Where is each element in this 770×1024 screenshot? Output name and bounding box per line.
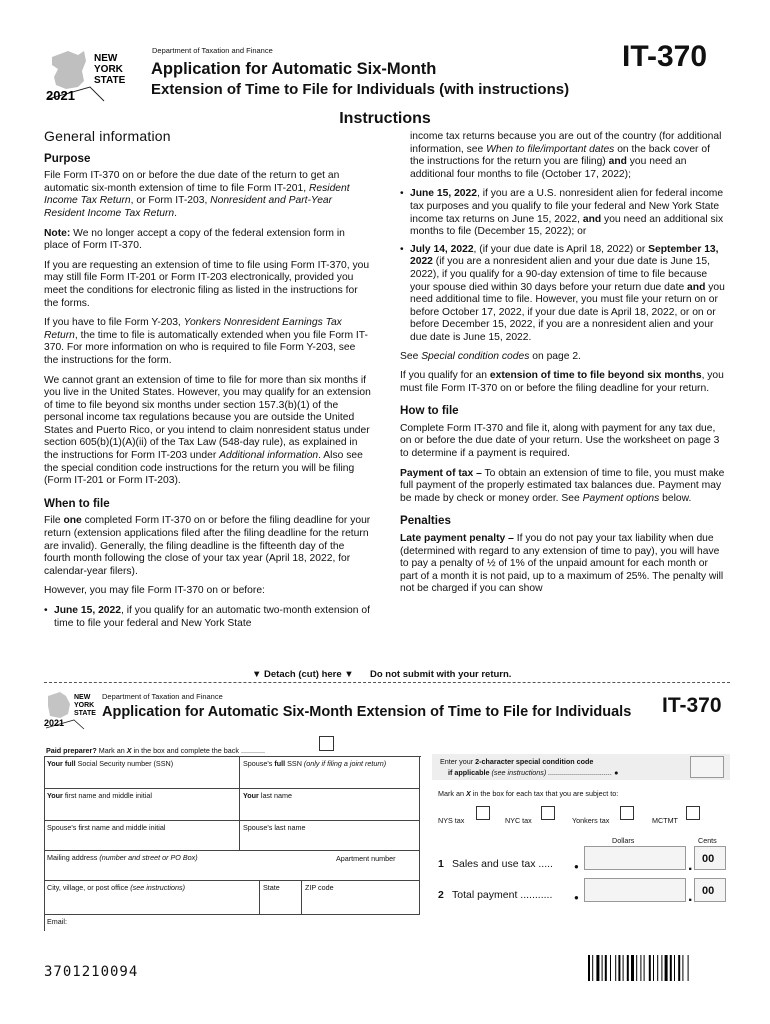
scan-line-number: 3701210094: [44, 964, 139, 980]
your-ssn-field[interactable]: Your full Social Security number (SSN): [44, 757, 240, 789]
header-year: 2021: [46, 88, 75, 103]
form-year: 2021: [44, 718, 65, 728]
state-field[interactable]: State: [260, 881, 302, 915]
line2-decimal: .: [688, 888, 693, 905]
header-form-number: IT-370: [622, 40, 708, 73]
state-name-line-2: YORK: [94, 64, 123, 75]
dollars-header: Dollars: [612, 836, 635, 845]
spouse-first-name-field[interactable]: Spouse's first name and middle initial: [44, 821, 240, 851]
do-not-submit-note: Do not submit with your return.: [370, 669, 512, 680]
state-name-line-3: STATE: [94, 75, 126, 86]
line2-number: 2: [438, 889, 444, 901]
line1-dollars-input[interactable]: [584, 846, 686, 870]
beyond-six-months-paragraph: If you qualify for an extension of time to file beyond six months, you must file Form IT-370 on or before the filing deadline for your return.: [400, 370, 724, 394]
note-paragraph: Note: We no longer accept a copy of the federal extension form in place of Form IT-370.: [44, 227, 345, 252]
small-state-name-3: STATE: [74, 710, 96, 717]
barcode-icon: [588, 955, 728, 981]
nys-tax-checkbox[interactable]: [476, 806, 490, 820]
cents-header: Cents: [698, 836, 717, 845]
city-field[interactable]: City, village, or post office (see instructions): [44, 881, 260, 915]
nys-logo-small: [44, 690, 100, 730]
nys-logo: [44, 47, 136, 103]
however-paragraph: However, you may file Form IT-370 on or before:: [44, 585, 265, 597]
nyc-tax-checkbox[interactable]: [541, 806, 555, 820]
line1-number: 1: [438, 858, 444, 870]
header-department: Department of Taxation and Finance: [152, 46, 273, 55]
spouse-last-name-field[interactable]: Spouse's last name: [240, 821, 420, 851]
list-item: • June 15, 2022, if you are a U.S. nonresident alien for federal income tax purposes and you qualify to file your federal and New York State income tax returns on June 15, 2022, and you need an additional six months to file (December 15, 2022); or: [410, 188, 726, 238]
paid-preparer-checkbox[interactable]: [319, 736, 334, 751]
purpose-heading: Purpose: [44, 151, 91, 165]
list-item: • July 14, 2022, (if your due date is April 18, 2022) or September 13, 2022 (if you are a nonresident alien and your due date is June 15, 2022), if you qualify for a 90-day extension of time to file because your spouse died within 30 days before your return due date and you need additional time to file. However, you must file your return on or before October 17, 2022, if your due date is April 18, 2022, or on or before December 15, 2022, if you are a nonresident alien and your due date is June 15, 2022.: [410, 244, 726, 345]
general-info-heading: General information: [44, 128, 171, 144]
line1-bullet: ●: [574, 862, 579, 871]
list-item: • June 15, 2022, if you qualify for an automatic two-month extension of time to file your federal and New York State: [54, 605, 372, 630]
mctmt-label: MCTMT: [652, 816, 678, 825]
when-to-file-paragraph: File one completed Form IT-370 on or before the filing deadline for your return (extension applications filed after the filing deadline for the return are invalid). Generally, the filing deadline is the fifteenth day of the fourth month following the close of your tax year (April 18, 2022, for calendar-year filers).: [44, 515, 371, 577]
mailing-address-field[interactable]: Mailing address (number and street or PO Box): [44, 851, 420, 881]
spouse-ssn-field[interactable]: Spouse's full SSN (only if filing a joint return): [240, 757, 420, 789]
line2-bullet: ●: [574, 893, 579, 902]
yonkers-tax-label: Yonkers tax: [572, 816, 610, 825]
form-department: Department of Taxation and Finance: [102, 692, 223, 701]
dates-list-continued: [400, 188, 726, 344]
line1-decimal: .: [688, 857, 693, 874]
small-state-name-2: YORK: [74, 702, 95, 709]
see-special-codes: See Special condition codes on page 2.: [400, 350, 581, 362]
penalties-heading: Penalties: [400, 514, 451, 528]
yonkers-paragraph: If you have to file Form Y-203, Yonkers Nonresident Earnings Tax Return, the time to file is automatically extended when you file Form IT-370. For more information on who is required to file Form Y-203, see the instructions for the form.: [44, 317, 368, 366]
nyc-tax-label: NYC tax: [505, 816, 532, 825]
line2-label: Total payment ...........: [452, 889, 553, 901]
small-state-name-1: NEW: [74, 694, 91, 701]
continued-paragraph: income tax returns because you are out of the country (for additional information, see When to file/important dates on the back cover of the instructions for the return you are filing) and you need an additional four months to file (October 17, 2022);: [410, 131, 722, 180]
how-to-file-paragraph: Complete Form IT-370 and file it, along with payment for any tax due, on or before the due date of your return. Use the worksheet on page 3 to determine if a payment is required.: [400, 422, 720, 460]
mctmt-checkbox[interactable]: [686, 806, 700, 820]
yonkers-tax-checkbox[interactable]: [620, 806, 634, 820]
header-title-line1: Application for Automatic Six-Month: [151, 60, 437, 78]
your-last-name-field[interactable]: Your last name: [240, 789, 420, 821]
email-field[interactable]: Email:: [47, 917, 67, 926]
state-name-line-1: NEW: [94, 53, 118, 64]
special-code-label-1: Enter your 2-character special condition code: [440, 757, 594, 766]
header-title-line2: Extension of Time to File for Individuals (with instructions): [151, 81, 570, 98]
mark-tax-instruction: Mark an X in the box for each tax that you are subject to:: [438, 789, 619, 798]
form-number: IT-370: [662, 694, 722, 717]
dates-list: [44, 605, 372, 630]
special-code-label-2: if applicable (see instructions) ................................ ●: [448, 768, 619, 777]
nys-tax-label: NYS tax: [438, 816, 465, 825]
line2-cents: 00: [702, 885, 715, 897]
extension-limit-paragraph: We cannot grant an extension of time to file for more than six months if you live in the United States. However, you may qualify for an extension of time to file beyond six months under section 157.3(b)(1) of the personal income tax regulations because you are outside the United States and Puerto Rico, or you intend to claim nonresident status under section 605(b)(1)(A)(ii) of the Tax Law (548-day rule), as explained in the instructions for Form IT-203 under Additional information. Also see the special condition code instructions for the return you will be filing (Form IT-201 or Form IT-203).: [44, 374, 371, 487]
line1-cents: 00: [702, 853, 715, 865]
paid-preparer-label: Paid preparer? Mark an X in the box and complete the back ............: [46, 746, 265, 755]
form-title: Application for Automatic Six-Month Extension of Time to File for Individuals: [102, 704, 632, 720]
cut-line: [44, 682, 730, 683]
electronic-filing-paragraph: If you are requesting an extension of time to file using Form IT-370, you may still file Form IT-201 or Form IT-203 electronically, provided you meet the conditions for electronic filing as listed in the instructions for the forms.: [44, 259, 370, 309]
late-payment-paragraph: Late payment penalty – If you do not pay your tax liability when due (determined with regard to any extension of time to pay), you will have to pay a penalty of ½ of 1% of the unpaid amount for each month or part of a month it is not paid, up to a maximum of 25%. The penalty will not be charged if you can show: [400, 533, 724, 595]
apartment-label: Apartment number: [336, 854, 396, 863]
left-column: [44, 130, 372, 636]
when-to-file-heading: When to file: [44, 496, 110, 510]
purpose-paragraph: File Form IT-370 on or before the due date of the return to get an automatic six-month extension of time to file Form IT-201, Resident Income Tax Return, or Form IT-203, Nonresident and Part-Year Resident Income Tax Return.: [44, 170, 350, 219]
zip-field[interactable]: ZIP code: [302, 881, 420, 915]
how-to-file-heading: How to file: [400, 404, 459, 418]
line1-label: Sales and use tax .....: [452, 858, 553, 870]
special-code-input[interactable]: [690, 756, 724, 778]
instructions-title: Instructions: [339, 110, 431, 127]
detach-cut-here: ▼ Detach (cut) here ▼: [252, 669, 354, 680]
right-column: [400, 131, 726, 603]
your-first-name-field[interactable]: Your first name and middle initial: [44, 789, 240, 821]
payment-of-tax-paragraph: Payment of tax – To obtain an extension of time to file, you must make full payment of the properly estimated tax balances due. Payment may be made by check or money order. See Payment options below.: [400, 467, 725, 504]
line2-dollars-input[interactable]: [584, 878, 686, 902]
